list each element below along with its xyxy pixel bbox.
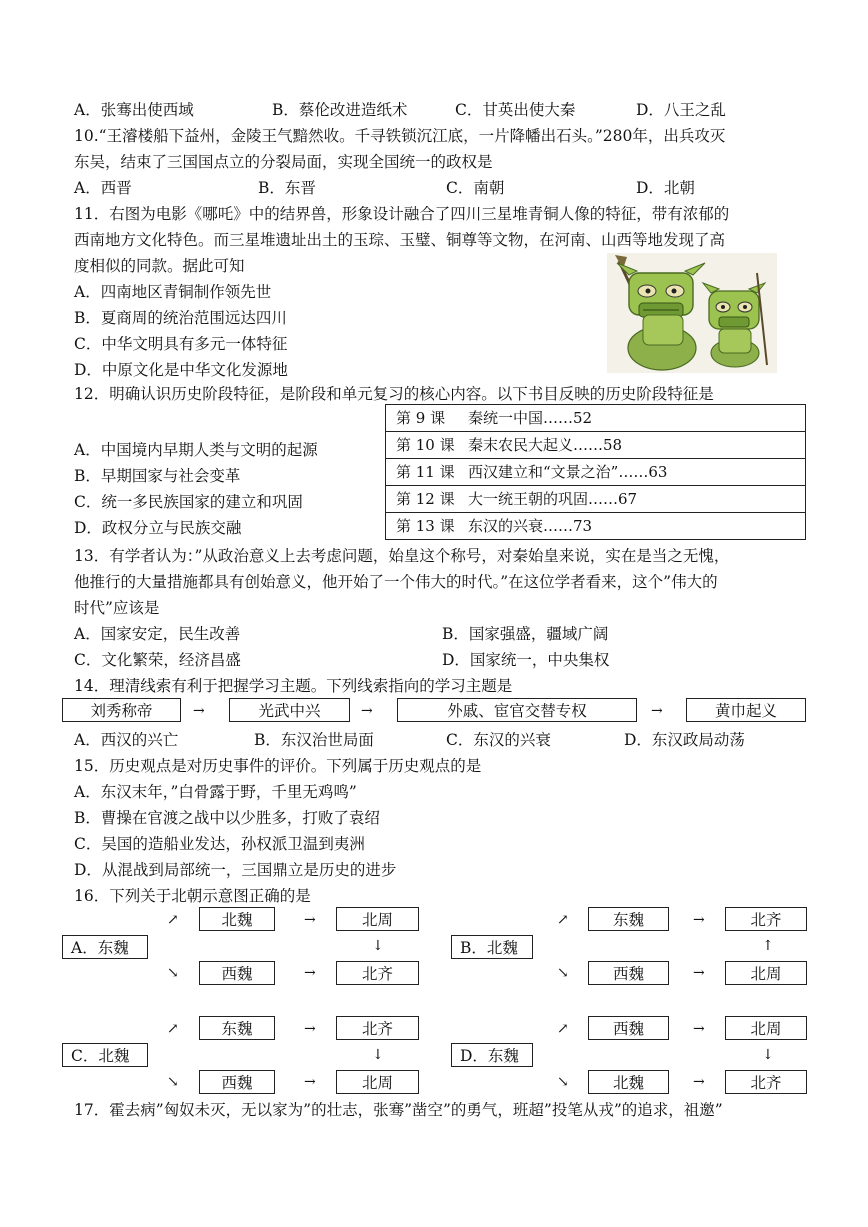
q13-option-d: D．国家统一，中央集权 (442, 651, 610, 669)
q11-stem-line3: 度相似的同款。据此可知 (74, 257, 245, 275)
table-of-contents (385, 404, 806, 540)
toc-row (386, 405, 805, 432)
diagram-d-label-box: D．东魏 (451, 1043, 533, 1067)
q13-option-a: A．国家安定，民生改善 (74, 625, 241, 643)
right-arrow-icon: → (693, 1074, 705, 1090)
q17-stem-line1: 17．霍去病”匈奴未灭，无以家为”的壮志，张骞”凿空”的勇气，班超”投笔从戎”的追求，祖邀” (74, 1101, 723, 1119)
q10-stem-line2: 东吴，结束了三国国点立的分裂局面，实现全国统一的政权是 (74, 153, 493, 171)
q11-option-b: B．夏商周的统治范围远达四川 (74, 309, 287, 327)
toc-title: 秦末农民大起义……58 (468, 436, 623, 454)
q9-option-c: C．甘英出使大秦 (455, 101, 576, 119)
q13-option-b: B．国家强盛，疆域广阔 (442, 625, 609, 643)
down-right-arrow-icon: ↘ (167, 1074, 179, 1090)
q15-stem: 15．历史观点是对历史事件的评价。下列属于历史观点的是 (74, 757, 482, 775)
diagram-b-label-box: B．北魏 (451, 935, 533, 959)
q14-stem: 14．理清线索有利于把握学习主题。下列线索指向的学习主题是 (74, 677, 513, 695)
right-arrow-icon: → (651, 703, 663, 719)
q14-option-d: D．东汉政局动荡 (624, 731, 745, 749)
q11-option-c: C．中华文明具有多元一体特征 (74, 335, 288, 353)
diagram-c-label-box: C．北魏 (62, 1043, 148, 1067)
q13-stem-line1: 13．有学者认为：”从政治意义上去考虑问题，始皇这个称号，对秦始皇来说，实在是当之无愧， (74, 547, 730, 565)
down-right-arrow-icon: ↘ (557, 965, 569, 981)
right-arrow-icon: → (193, 703, 205, 719)
down-right-arrow-icon: ↘ (167, 965, 179, 981)
down-right-arrow-icon: ↘ (557, 1074, 569, 1090)
vertical-arrow-icon: ↓ (372, 938, 384, 954)
right-arrow-icon: → (693, 912, 705, 928)
q12-option-d: D．政权分立与民族交融 (74, 519, 242, 537)
vertical-arrow-icon: ↓ (372, 1047, 384, 1063)
toc-row (386, 513, 805, 539)
q15-option-d: D．从混战到局部统一，三国鼎立是历史的进步 (74, 861, 397, 879)
q12-stem: 12．明确认识历史阶段特征，是阶段和单元复习的核心内容。以下书目反映的历史阶段特征是 (74, 385, 714, 403)
toc-title: 西汉建立和“文景之治”……63 (468, 463, 668, 481)
right-arrow-icon: → (304, 965, 316, 981)
diagram-b-bottom-next-box: 北周 (725, 961, 807, 985)
diagram-a-label-box: A．东魏 (62, 935, 148, 959)
up-right-arrow-icon: ↗ (167, 912, 179, 928)
right-arrow-icon: → (304, 1074, 316, 1090)
toc-lesson: 第 10 课 (396, 436, 455, 454)
q11-stem-line2: 西南地方文化特色。而三星堆遗址出土的玉琮、玉璧、铜尊等文物，在河南、山西等地发现了高 (74, 231, 726, 249)
diagram-d-top-box: 西魏 (588, 1016, 669, 1040)
toc-title: 大一统王朝的巩固……67 (468, 490, 638, 508)
right-arrow-icon: → (304, 1021, 316, 1037)
q9-option-a: A．张骞出使西域 (74, 101, 194, 119)
toc-lesson: 第 13 课 (396, 517, 455, 535)
diagram-c-bottom-next-box: 北周 (336, 1070, 419, 1094)
q14-option-b: B．东汉治世局面 (254, 731, 374, 749)
q13-option-c: C．文化繁荣，经济昌盛 (74, 651, 241, 669)
right-arrow-icon: → (693, 965, 705, 981)
chain-box-waiqi: 外戚、宦官交替专权 (397, 698, 637, 722)
diagram-a-top-box: 北魏 (199, 907, 275, 931)
toc-title: 东汉的兴衰……73 (468, 517, 593, 535)
q11-option-d: D．中原文化是中华文化发源地 (74, 361, 288, 379)
q14-option-c: C．东汉的兴衰 (446, 731, 551, 749)
q15-option-b: B．曹操在官渡之战中以少胜多，打败了袁绍 (74, 809, 380, 827)
diagram-d-bottom-box: 北魏 (588, 1070, 669, 1094)
q9-option-d: D．八王之乱 (636, 101, 726, 119)
q10-stem-line1: 10.“王濬楼船下益州，金陵王气黯然收。千寻铁锁沉江底，一片降幡出石头。”280年，出兵攻灭 (74, 127, 726, 145)
toc-row (386, 432, 805, 459)
q9-option-b: B．蔡伦改进造纸术 (272, 101, 408, 119)
guardian-beasts-illustration (607, 253, 777, 373)
diagram-a-top-next-box: 北周 (336, 907, 419, 931)
diagram-b-bottom-box: 西魏 (588, 961, 669, 985)
q10-option-c: C．南朝 (446, 179, 505, 197)
q13-stem-line3: 时代”应该是 (74, 599, 160, 617)
chain-box-liuxiu: 刘秀称帝 (62, 698, 181, 722)
q16-stem: 16．下列关于北朝示意图正确的是 (74, 887, 311, 905)
q11-option-a: A．四南地区青铜制作领先世 (74, 283, 272, 301)
diagram-a-bottom-next-box: 北齐 (336, 961, 419, 985)
q10-option-b: B．东晋 (258, 179, 316, 197)
toc-lesson: 第 12 课 (396, 490, 455, 508)
toc-row (386, 486, 805, 513)
q12-option-c: C．统一多民族国家的建立和巩固 (74, 493, 303, 511)
toc-lesson: 第 9 课 (396, 409, 446, 427)
q11-stem-line1: 11．右图为电影《哪吒》中的结界兽，形象设计融合了四川三星堆青铜人像的特征，带有浓郁的 (74, 205, 730, 223)
q12-option-b: B．早期国家与社会变革 (74, 467, 241, 485)
vertical-arrow-icon: ↓ (762, 1047, 774, 1063)
diagram-c-bottom-box: 西魏 (199, 1070, 275, 1094)
q14-option-a: A．西汉的兴亡 (74, 731, 179, 749)
chain-box-huangjin: 黄巾起义 (686, 698, 806, 722)
up-right-arrow-icon: ↗ (167, 1021, 179, 1037)
right-arrow-icon: → (361, 703, 373, 719)
q10-option-d: D．北朝 (636, 179, 695, 197)
q13-stem-line2: 他推行的大量措施都具有创始意义，他开始了一个伟大的时代。”在这位学者看来，这个”伟大的 (74, 573, 718, 591)
right-arrow-icon: → (693, 1021, 705, 1037)
diagram-d-top-next-box: 北周 (725, 1016, 807, 1040)
toc-lesson: 第 11 课 (396, 463, 455, 481)
diagram-a-bottom-box: 西魏 (199, 961, 275, 985)
diagram-c-top-next-box: 北齐 (336, 1016, 419, 1040)
diagram-b-top-next-box: 北齐 (725, 907, 807, 931)
right-arrow-icon: → (304, 912, 316, 928)
up-right-arrow-icon: ↗ (557, 912, 569, 928)
q10-option-a: A．西晋 (74, 179, 132, 197)
up-right-arrow-icon: ↗ (557, 1021, 569, 1037)
chain-box-guangwu: 光武中兴 (229, 698, 350, 722)
q15-option-a: A．东汉末年，”白骨露于野，千里无鸡鸣” (74, 783, 357, 801)
q15-option-c: C．吴国的造船业发达，孙权派卫温到夷洲 (74, 835, 365, 853)
diagram-c-top-box: 东魏 (199, 1016, 275, 1040)
diagram-d-bottom-next-box: 北齐 (725, 1070, 807, 1094)
q12-option-a: A．中国境内早期人类与文明的起源 (74, 441, 318, 459)
diagram-b-top-box: 东魏 (588, 907, 669, 931)
toc-title: 秦统一中国……52 (468, 409, 593, 427)
toc-row (386, 459, 805, 486)
vertical-arrow-icon: ↑ (762, 938, 774, 954)
